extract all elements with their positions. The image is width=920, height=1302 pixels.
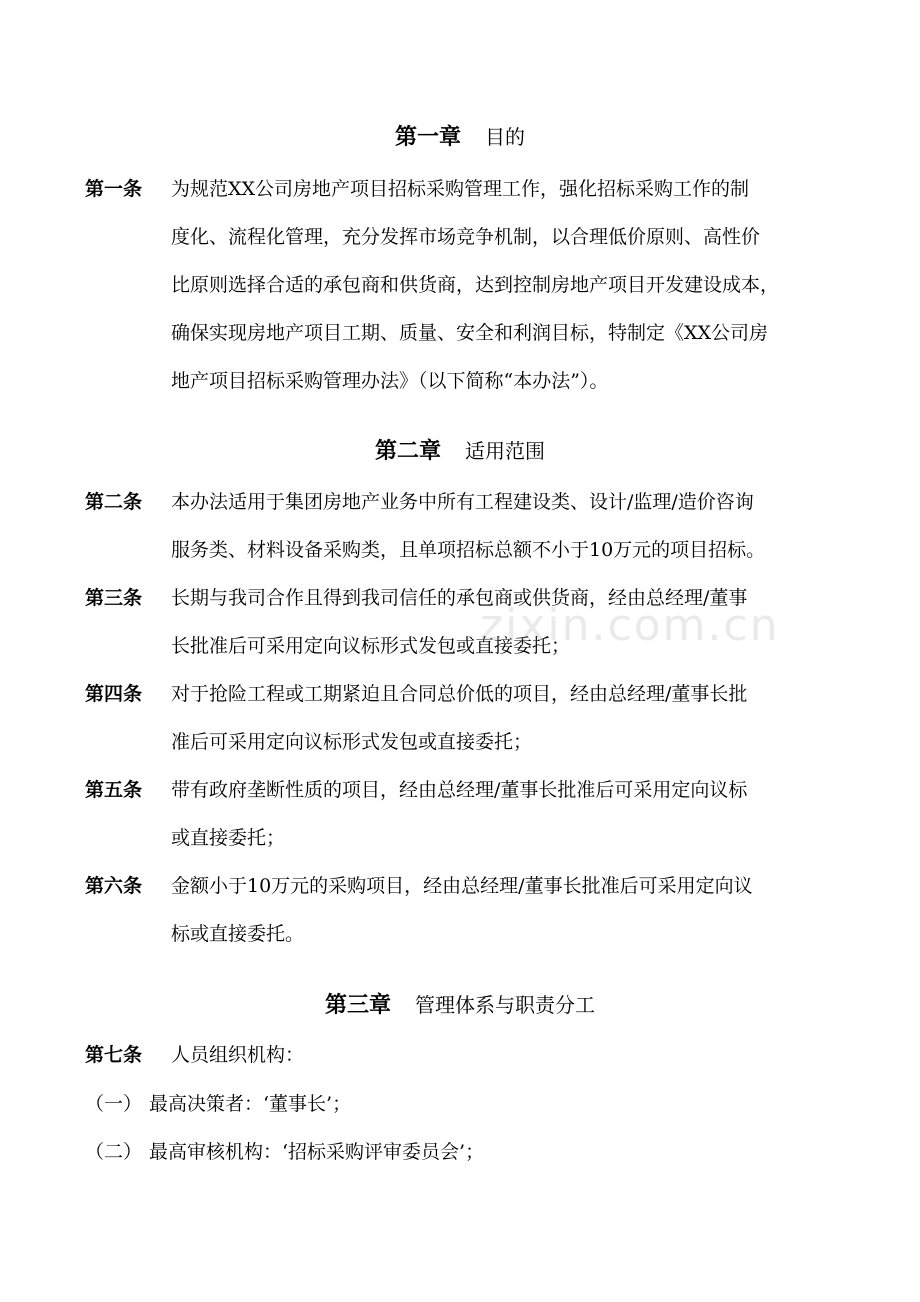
article-line: 金额小于10万元的采购项目，经由总经理/董事长批准后可采用定向议 — [171, 875, 753, 897]
chapter-number: 第二章 — [374, 439, 441, 464]
article — [85, 670, 845, 766]
article-label: 第七条 — [85, 1044, 143, 1066]
article-text — [171, 670, 845, 766]
article-text — [171, 1031, 845, 1079]
chapter-title: 管理体系与职责分工 — [415, 993, 595, 1017]
chapter-title: 适用范围 — [465, 439, 545, 463]
chapter-number: 第一章 — [394, 125, 461, 150]
article-line: 标或直接委托。 — [171, 923, 305, 945]
chapter-title: 目的 — [485, 125, 525, 149]
article-line: 长批准后可采用定向议标形式发包或直接委托； — [171, 635, 571, 657]
article-line: 人员组织机构： — [171, 1044, 305, 1066]
list-item-index: （二） — [85, 1141, 143, 1163]
article — [85, 478, 845, 574]
article-text — [171, 862, 845, 958]
article-label: 第四条 — [85, 683, 143, 705]
chapter-number: 第三章 — [324, 993, 391, 1018]
list-item-text: 最高审核机构：‘招标采购评审委员会’； — [149, 1141, 485, 1163]
chapter-heading — [0, 434, 920, 465]
article-label: 第三条 — [85, 587, 143, 609]
article-text — [171, 574, 845, 670]
article-line: 地产项目招标采购管理办法》（以下简称“本办法”）。 — [171, 370, 609, 392]
article — [85, 766, 845, 862]
article-line: 或直接委托； — [171, 827, 286, 849]
article-label: 第二条 — [85, 491, 143, 513]
list-item-index: （一） — [85, 1093, 143, 1115]
list-item — [85, 1128, 484, 1176]
chapter-heading — [0, 988, 920, 1019]
article-line: 比原则选择合适的承包商和供货商，达到控制房地产项目开发建设成本， — [171, 274, 780, 296]
article-line: 准后可采用定向议标形式发包或直接委托； — [171, 731, 533, 753]
article-line: 度化、流程化管理，充分发挥市场竞争机制，以合理低价原则、高性价 — [171, 226, 761, 248]
article-line: 为规范XX公司房地产项目招标采购管理工作，强化招标采购工作的制 — [171, 178, 750, 200]
article — [85, 862, 845, 958]
watermark: zixin.com.cn — [480, 600, 780, 651]
article-line: 确保实现房地产项目工期、质量、安全和利润目标，特制定《XX公司房 — [171, 322, 769, 344]
article-line: 长期与我司合作且得到我司信任的承包商或供货商，经由总经理/董事 — [171, 587, 748, 609]
article-label: 第五条 — [85, 779, 143, 801]
article-line: 本办法适用于集团房地产业务中所有工程建设类、设计/监理/造价咨询 — [171, 491, 754, 513]
list-item-text: 最高决策者：‘董事长’； — [149, 1093, 352, 1115]
article — [85, 1031, 845, 1079]
article-text — [171, 478, 845, 574]
article — [85, 574, 845, 670]
article-line: 对于抢险工程或工期紧迫且合同总价低的项目，经由总经理/董事长批 — [171, 683, 748, 705]
article-line: 服务类、材料设备采购类，且单项招标总额不小于10万元的项目招标。 — [171, 539, 766, 561]
chapter-heading — [0, 120, 920, 151]
article-line: 带有政府垄断性质的项目，经由总经理/董事长批准后可采用定向议标 — [171, 779, 748, 801]
article-text — [171, 165, 845, 405]
article-text — [171, 766, 845, 862]
article — [85, 165, 845, 405]
list-item — [85, 1080, 351, 1128]
article-label: 第六条 — [85, 875, 143, 897]
article-label: 第一条 — [85, 178, 143, 200]
